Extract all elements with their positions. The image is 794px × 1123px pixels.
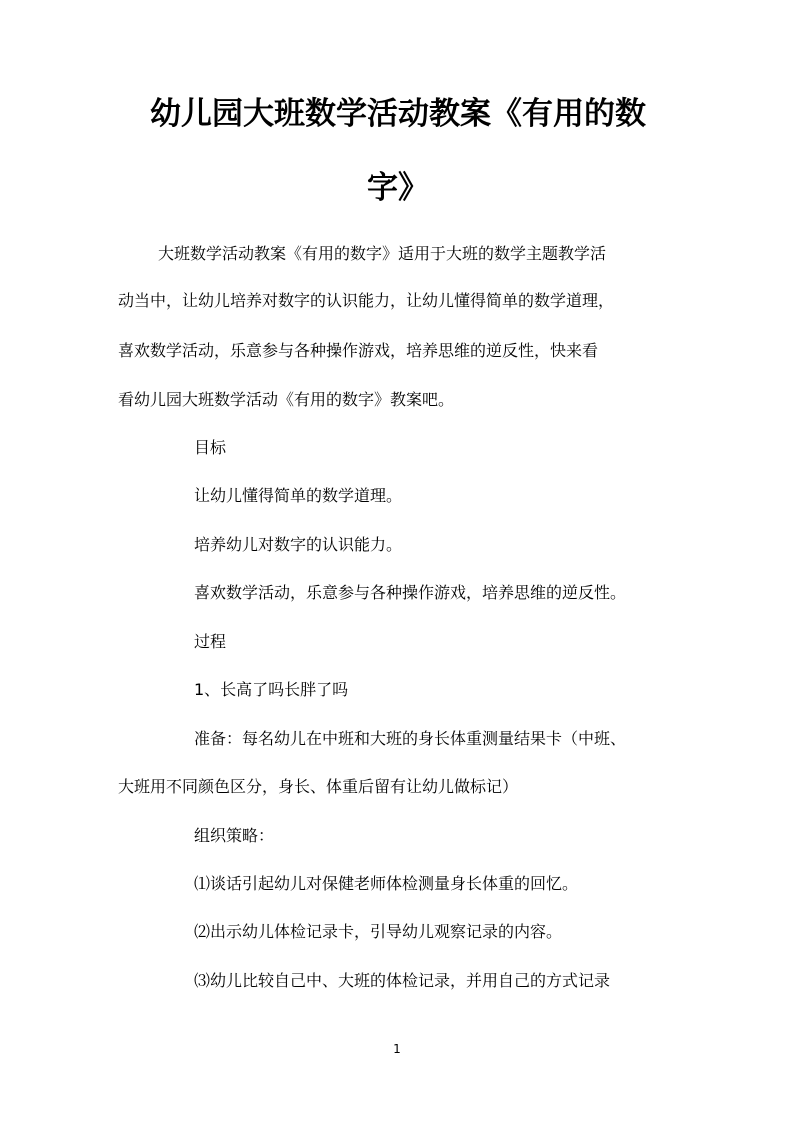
strategy-item-3: ⑶幼儿比较自己中、大班的体检记录，并用自己的方式记录 [194,971,611,990]
page-number: 1 [393,1042,401,1056]
document-title-line-2: 字》 [367,170,429,206]
strategy-item-1: ⑴谈话引起幼儿对保健老师体检测量身长体重的回忆。 [194,874,579,893]
strategy-item-2: ⑵出示幼儿体检记录卡，引导幼儿观察记录的内容。 [194,922,563,941]
prep-line-1: 准备：每名幼儿在中班和大班的身长体重测量结果卡（中班、 [194,729,627,748]
process-heading: 过程 [194,632,227,651]
goal-heading: 目标 [194,438,227,457]
goal-item-2: 培养幼儿对数字的认识能力。 [194,535,403,554]
document-title-line-1: 幼儿园大班数学活动教案《有用的数 [150,96,646,132]
goal-item-1: 让幼儿懂得简单的数学道理。 [194,486,403,505]
intro-line-1: 大班数学活动教案《有用的数字》适用于大班的数学主题教学活 [158,244,607,263]
intro-line-2: 动当中，让幼儿培养对数字的认识能力，让幼儿懂得简单的数学道理， [118,291,615,310]
intro-line-3: 喜欢数学活动，乐意参与各种操作游戏，培养思维的逆反性，快来看 [118,341,599,360]
step-1-title: 1、长高了吗长胖了吗 [194,680,349,699]
prep-line-2: 大班用不同颜色区分，身长、体重后留有让幼儿做标记） [118,777,519,796]
goal-item-3: 喜欢数学活动，乐意参与各种操作游戏，培养思维的逆反性。 [194,583,627,602]
intro-line-4: 看幼儿园大班数学活动《有用的数字》教案吧。 [118,390,455,409]
strategy-heading: 组织策略： [194,826,275,845]
